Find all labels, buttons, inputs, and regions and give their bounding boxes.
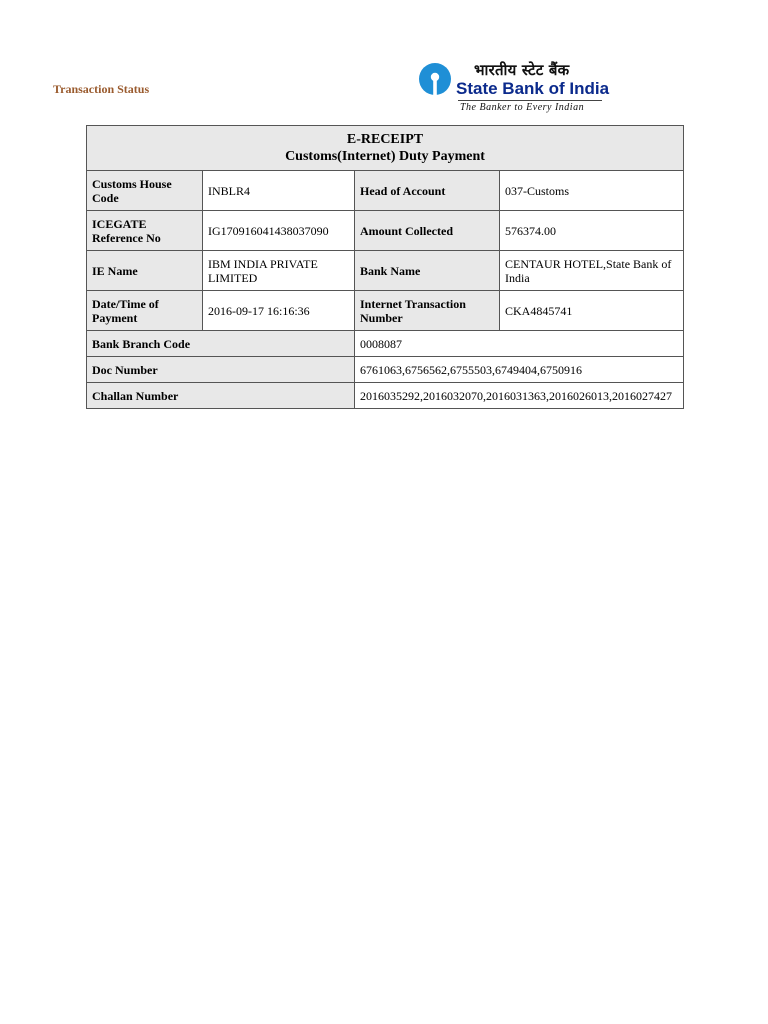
table-row bbox=[87, 211, 684, 251]
receipt-header bbox=[87, 126, 684, 171]
table-row bbox=[87, 251, 684, 291]
table-row bbox=[87, 331, 684, 357]
customs-house-code-value: INBLR4 bbox=[203, 171, 355, 211]
bank-name-label: Bank Name bbox=[355, 251, 500, 291]
bank-branch-code-label: Bank Branch Code bbox=[87, 331, 355, 357]
challan-number-label: Challan Number bbox=[87, 383, 355, 409]
receipt-subtitle: Customs(Internet) Duty Payment bbox=[285, 149, 485, 164]
icegate-reference-label: ICEGATE Reference No bbox=[87, 211, 203, 251]
doc-number-value: 6761063,6756562,6755503,6749404,6750916 bbox=[355, 357, 684, 383]
table-row bbox=[87, 383, 684, 409]
sbi-keyhole-logo-icon bbox=[418, 62, 452, 96]
ie-name-value: IBM INDIA PRIVATE LIMITED bbox=[203, 251, 355, 291]
doc-number-label: Doc Number bbox=[87, 357, 355, 383]
amount-collected-label: Amount Collected bbox=[355, 211, 500, 251]
sbi-logo bbox=[418, 60, 608, 120]
internet-transaction-number-value: CKA4845741 bbox=[500, 291, 684, 331]
transaction-status-title: Transaction Status bbox=[53, 82, 150, 96]
bank-name-value: CENTAUR HOTEL,State Bank of India bbox=[500, 251, 684, 291]
payment-datetime-value: 2016-09-17 16:16:36 bbox=[203, 291, 355, 331]
head-of-account-label: Head of Account bbox=[355, 171, 500, 211]
payment-datetime-label: Date/Time of Payment bbox=[87, 291, 203, 331]
logo-tagline: The Banker to Every Indian bbox=[460, 102, 585, 113]
logo-english-text: State Bank of India bbox=[456, 79, 610, 98]
table-row bbox=[87, 357, 684, 383]
icegate-reference-value: IG170916041438037090 bbox=[203, 211, 355, 251]
logo-divider bbox=[458, 100, 602, 101]
bank-branch-code-value: 0008087 bbox=[355, 331, 684, 357]
internet-transaction-number-label: Internet Transaction Number bbox=[355, 291, 500, 331]
e-receipt-table bbox=[86, 125, 684, 409]
table-row bbox=[87, 171, 684, 211]
amount-collected-value: 576374.00 bbox=[500, 211, 684, 251]
customs-house-code-label: Customs House Code bbox=[87, 171, 203, 211]
table-row bbox=[87, 291, 684, 331]
challan-number-value: 2016035292,2016032070,2016031363,2016026013,2016027427 bbox=[355, 383, 684, 409]
logo-hindi-text: भारतीय स्टेट बैंक bbox=[474, 61, 570, 79]
ie-name-label: IE Name bbox=[87, 251, 203, 291]
receipt-title: E-RECEIPT bbox=[346, 132, 424, 147]
head-of-account-value: 037-Customs bbox=[500, 171, 684, 211]
